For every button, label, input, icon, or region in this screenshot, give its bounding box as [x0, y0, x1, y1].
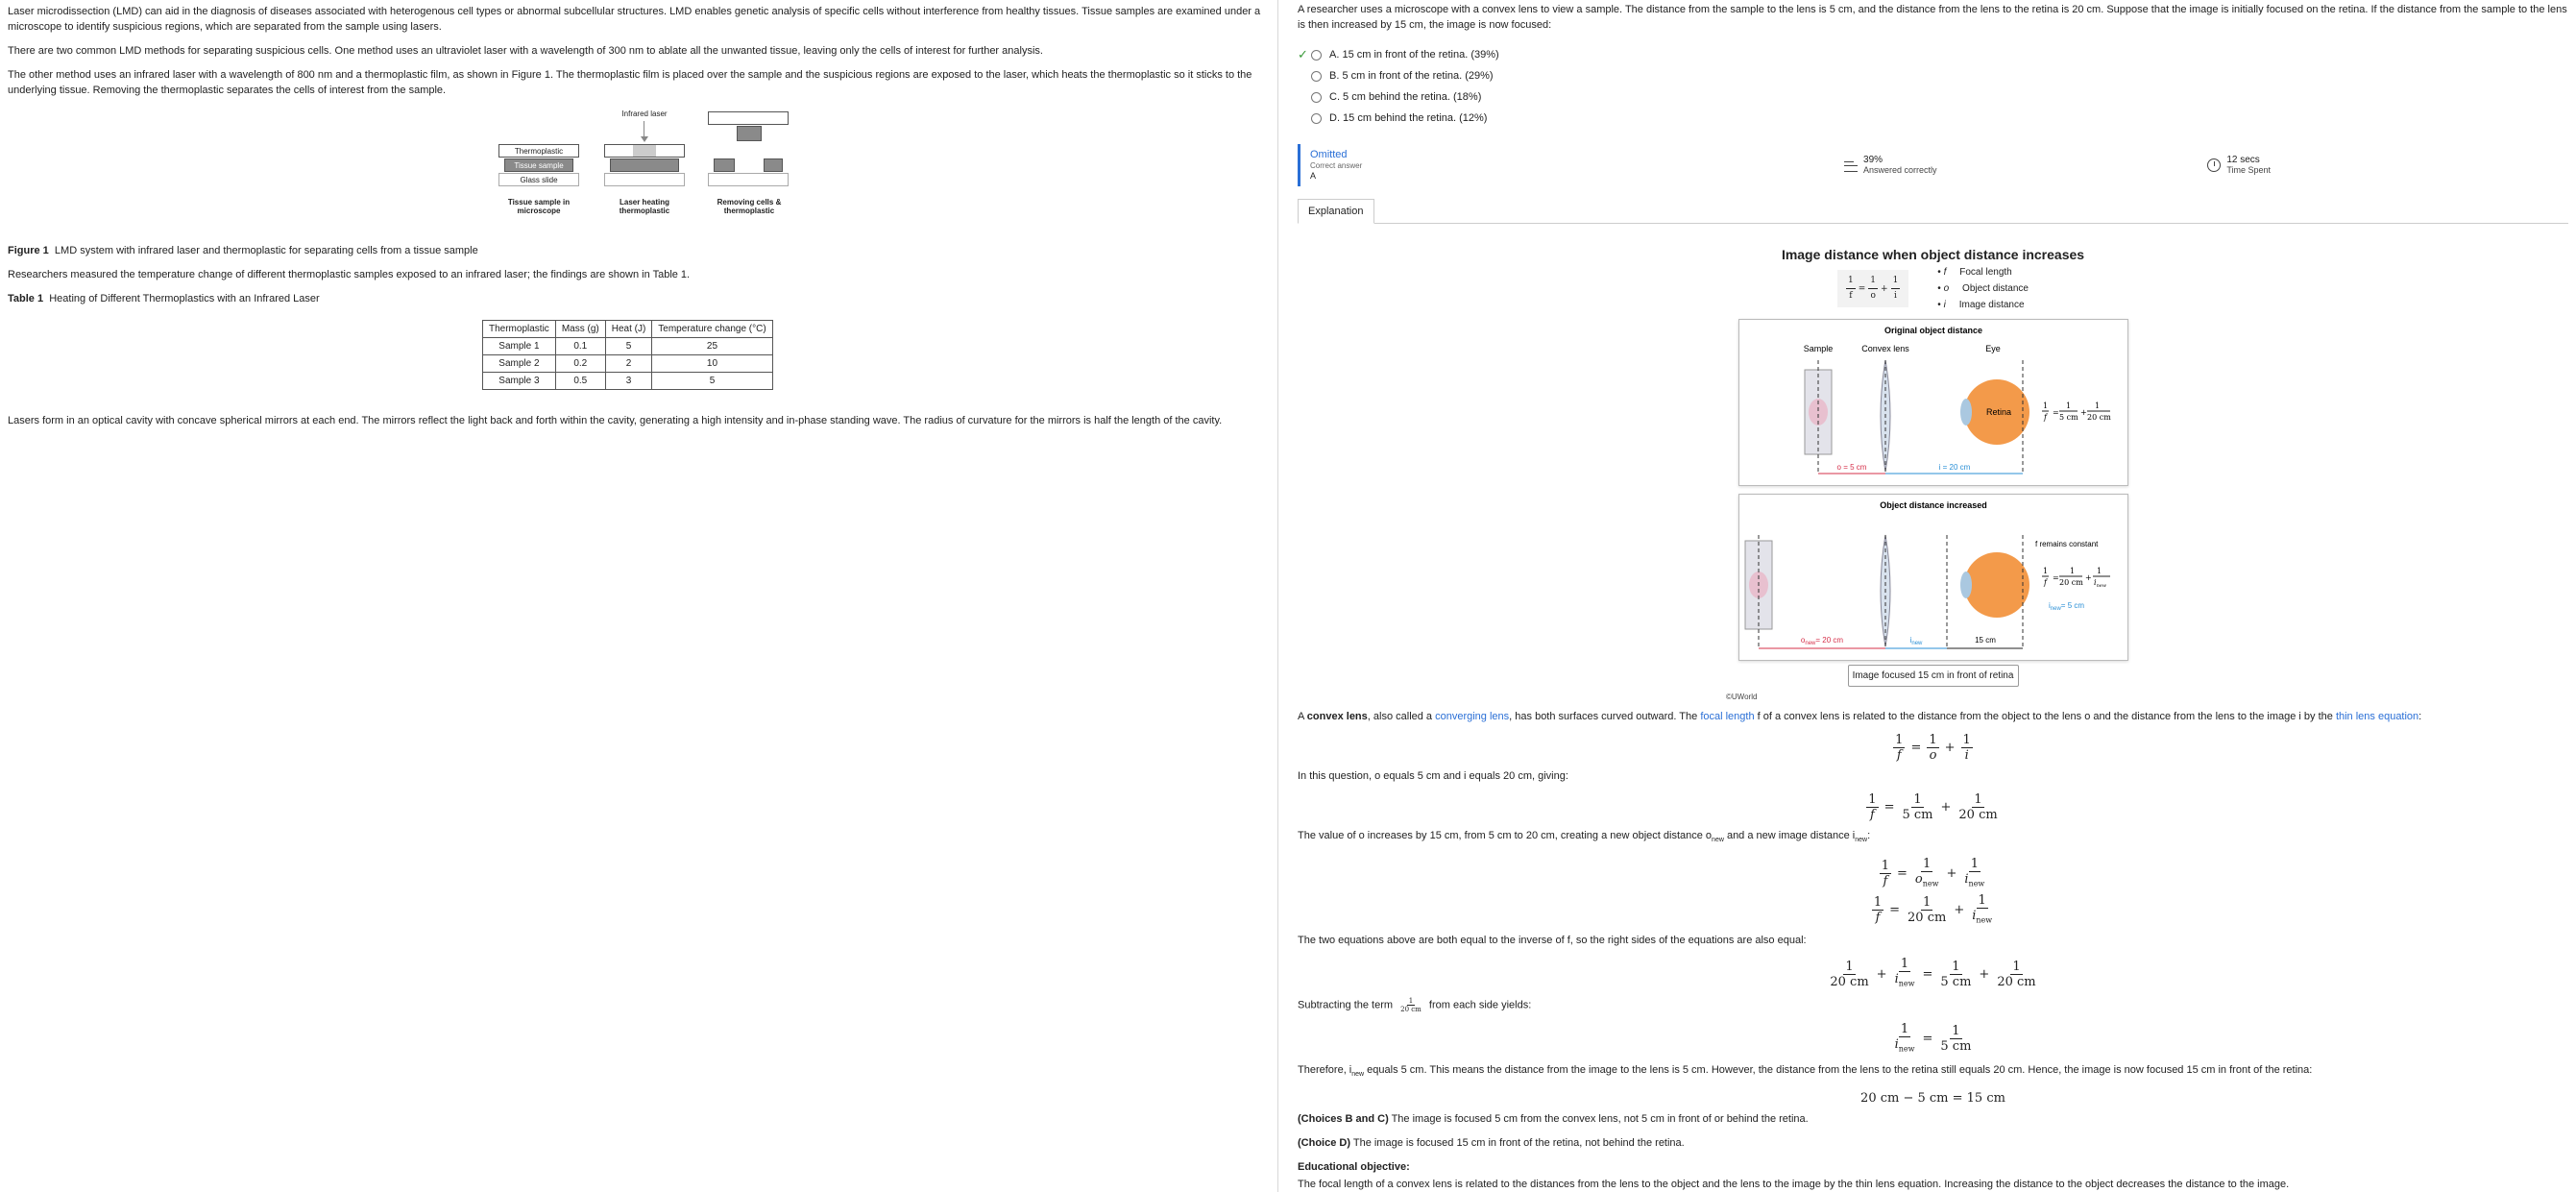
equation-result: $\frac{1}{i_{new}}$ = $\frac{1}{5 cm}$ [1894, 1021, 1972, 1055]
step2-label: Laser heating thermoplastic [619, 198, 670, 215]
educational-objective: The focal length of a convex lens is related to the distances from the lens to the object and the lens to the image by the thin lens equation. Increasing the distance to the object decreases the distance to the image. [1298, 1178, 2290, 1190]
clock-icon [2207, 158, 2221, 172]
increased-distance-svg [1739, 495, 2127, 660]
o-distance-label: o = 5 cm [1836, 463, 1866, 472]
original-distance-svg [1739, 320, 2127, 485]
unit-20cm: 20 cm [2086, 413, 2111, 422]
choice-label: A. 15 cm in front of the retina. (39%) [1329, 49, 1499, 61]
i-new-value: $i_{new}= 5$ cm [2048, 601, 2084, 612]
sample-label: Sample [1803, 344, 1833, 353]
table-header: Temperature change (°C) [652, 321, 772, 338]
tissue-label: Tissue sample [514, 161, 564, 170]
thin-lens-formula-small: $\frac{1}{f}$ = $\frac{1}{o}$ + $\frac{1}{i}$ [1837, 270, 1908, 307]
figure-caption-text: LMD system with infrared laser and thermoplastic for separating cells from a tissue sample [54, 245, 478, 256]
table-cell: 0.1 [555, 338, 605, 355]
table-row [483, 355, 773, 373]
table-cell: 25 [652, 338, 772, 355]
tissue-layer-2 [610, 158, 679, 172]
time-label: Time Spent [2226, 165, 2271, 175]
time-block [2207, 156, 2271, 175]
choice-b[interactable] [1298, 65, 2568, 86]
retina-label: Retina [1985, 407, 2011, 417]
svg-text:1: 1 [2065, 401, 2071, 410]
diagram2-title: Object distance increased [1879, 500, 1987, 510]
choice-bc-explanation: (Choices B and C) The image is focused 5 cm from the convex lens, not 5 cm in front of or behind the retina. [1298, 1112, 1809, 1125]
explanation-paragraph: The value of o increases by 15 cm, from 5 cm to 20 cm, creating a new object distance $o_{new}$ and a new image distance $i_{new}$: [1298, 830, 1871, 844]
correct-check-icon: ✓ [1298, 47, 1308, 61]
unit-5cm: 5 cm [2058, 413, 2078, 422]
passage-paragraph: Lasers form in an optical cavity with concave spherical mirrors at each end. The mirrors reflect the light back and forth within the cavity, generating a high intensity and in-phase standing wave. The radius of curvature for the mirrors is half the length of the cavity. [8, 415, 1223, 426]
figure-caption-label: Figure 1 [8, 245, 49, 256]
tissue-right [764, 158, 783, 172]
svg-text:f: f [2043, 578, 2047, 587]
correct-answer-value: A [1310, 170, 1317, 181]
radio-button[interactable] [1311, 113, 1322, 124]
eye-lens [1960, 399, 1972, 426]
table-1 [482, 320, 773, 390]
f-constant-label: f remains constant [2034, 540, 2098, 548]
question-pane [1290, 0, 2576, 1192]
svg-text:+: + [2079, 408, 2087, 417]
table-cell: Sample 1 [483, 338, 556, 355]
equation-new-general: $\frac{1}{f}$ = $\frac{1}{o_{new}}$ + $\frac{1}{i_{new}}$ [1881, 857, 1985, 889]
passage-paragraph: Researchers measured the temperature change of different thermoplastic samples exposed to an infrared laser; the findings are shown in Table 1. [8, 269, 691, 280]
legend-item: • f Focal length [1937, 267, 2012, 278]
svg-text:=: = [2052, 408, 2059, 417]
equation-initial: $\frac{1}{f}$ = $\frac{1}{5 cm}$ + $\frac{1}{20 cm}$ [1868, 792, 1998, 822]
table-cell: 3 [605, 373, 652, 390]
legend-list [1937, 264, 2029, 313]
passage-paragraph: Laser microdissection (LMD) can aid in the diagnosis of diseases associated with heterogenous cell types or abnormal subcellular structures. LMD enables genetic analysis of specific cells without interference from healthy tissues. Tissue samples are examined under a microscope to identify suspicious regions, which are separated from the sample using lasers. [8, 6, 1261, 33]
tab-bar [1298, 196, 2568, 224]
thermoplastic-lifted [708, 111, 789, 125]
i-new-label: $i_{new}$ [1909, 636, 1922, 646]
svg-text:1: 1 [2069, 567, 2075, 575]
choice-d-explanation: (Choice D) The image is focused 15 cm in front of the retina, not behind the retina. [1298, 1136, 1685, 1149]
status-text: Omitted [1310, 148, 1348, 160]
radio-button[interactable] [1311, 92, 1322, 103]
thin-lens-equation: $\frac{1}{f}$ = $\frac{1}{o}$ + $\frac{1}{i}$ [1895, 733, 1971, 763]
d15-label: 15 cm [1974, 636, 1996, 645]
step1-label: Tissue sample in microscope [507, 198, 571, 215]
tissue-left [714, 158, 735, 172]
question-stem: A researcher uses a microscope with a convex lens to view a sample. The distance from the sample to the lens is 5 cm, and the distance from the lens to the retina is 20 cm. Suppose that the image is initially focused on the retina. If the distance from the sample to the lens is then increased by 15 cm, the image is now focused: [1298, 4, 2567, 31]
percent-label: Answered correctly [1863, 165, 1937, 175]
radio-button[interactable] [1311, 50, 1322, 61]
equation-new-values: $\frac{1}{f}$ = $\frac{1}{20 cm}$ + $\frac{1}{i_{new}}$ [1873, 892, 1993, 926]
status-block [1310, 150, 1362, 182]
svg-text:20 cm: 20 cm [2058, 578, 2083, 587]
copyright: ©UWorld [1726, 693, 1758, 701]
step3-label: Removing cells & thermoplastic [717, 198, 782, 215]
table-row [483, 338, 773, 355]
lens-legend [1298, 264, 2568, 313]
figure-caption [8, 243, 1270, 258]
infrared-laser-label: Infrared laser [621, 109, 668, 118]
table-cell: 5 [605, 338, 652, 355]
explanation-paragraph: Subtracting the term $\frac{1}{20 cm}$ from each side yields: [1298, 996, 1532, 1013]
table-header-row [483, 321, 773, 338]
figure-1-diagram [493, 109, 800, 230]
glass-slide-2 [604, 173, 685, 186]
choice-c[interactable] [1298, 86, 2568, 108]
eye-lens [1960, 572, 1972, 598]
thin-lens-equation-link[interactable]: thin lens equation [2335, 711, 2419, 722]
choice-a[interactable] [1298, 44, 2568, 65]
table-cell: Sample 2 [483, 355, 556, 373]
percent-value: 39% [1863, 155, 1883, 165]
legend-item: • i Image distance [1937, 300, 2025, 310]
answer-choices [1298, 44, 2568, 129]
explanation-paragraph: In this question, o equals 5 cm and i equals 20 cm, giving: [1298, 770, 1568, 782]
table-caption-label: Table 1 [8, 293, 44, 304]
choice-label: D. 15 cm behind the retina. (12%) [1329, 112, 1488, 124]
svg-text:1: 1 [2042, 567, 2048, 575]
table-header: Mass (g) [555, 321, 605, 338]
time-value: 12 secs [2226, 155, 2260, 165]
svg-text:1: 1 [2096, 567, 2102, 575]
svg-text:f: f [2043, 413, 2047, 422]
explanation-title: Image distance when object distance increases [1781, 247, 2085, 262]
lens-label: Convex lens [1860, 344, 1909, 353]
diagram1-title: Original object distance [1883, 326, 1982, 335]
svg-text:1: 1 [2094, 401, 2100, 410]
passage-paragraph: There are two common LMD methods for separating suspicious cells. One method uses an ultraviolet laser with a wavelength of 300 nm to ablate all the unwanted tissue, leaving only the cells of interest for further analysis. [8, 45, 1043, 57]
table-caption [8, 291, 1270, 306]
table-cell: 2 [605, 355, 652, 373]
choice-label: C. 5 cm behind the retina. (18%) [1329, 91, 1482, 103]
heated-spot [633, 145, 656, 157]
answer-stats-bar [1298, 144, 2568, 186]
original-distance-diagram [1738, 319, 2128, 486]
table-row [483, 373, 773, 390]
laser-arrow-head [641, 136, 648, 142]
converging-lens-link[interactable]: converging lens [1435, 711, 1510, 722]
equation-combined: $\frac{1}{20 cm}$ + $\frac{1}{i_{new}}$ = $\frac{1}{5 cm}$ + $\frac{1}{20 cm}$ [1830, 957, 2036, 989]
table-header: Heat (J) [605, 321, 652, 338]
educational-objective-title: Educational objective: [1298, 1160, 1410, 1173]
explanation-paragraph: The two equations above are both equal to the inverse of f, so the right sides of the equations are also equal: [1298, 935, 1807, 947]
cells-removed [737, 126, 762, 141]
table-cell: 10 [652, 355, 772, 373]
focused-caption: Image focused 15 cm in front of retina [1848, 665, 2019, 687]
svg-text:1: 1 [2042, 401, 2048, 410]
table-cell: 0.2 [555, 355, 605, 373]
svg-text:inew: $i_{new}$ [2093, 578, 2106, 589]
table-cell: 0.5 [555, 373, 605, 390]
svg-text:=: = [2052, 573, 2059, 582]
percent-block [1844, 156, 1937, 175]
passage-pane [0, 0, 1277, 1192]
eye-ball [1964, 552, 2029, 618]
explanation-paragraph: A convex lens, also called a converging lens, has both surfaces curved outward. The focal length f of a convex lens is related to the distance from the object to the lens o and the distance from the lens to the image i by the thin lens equation: [1298, 711, 2422, 722]
lens-equation-2 [2042, 567, 2110, 589]
bar-chart-icon [1844, 159, 1858, 172]
explanation-paragraph: Therefore, $i_{new}$ equals 5 cm. This means the distance from the image to the lens is 5 cm. However, the distance from the lens to the retina still equals 20 cm. Hence, the image is now focused 15 cm in front of the retina: [1298, 1063, 2313, 1078]
table-cell: 5 [652, 373, 772, 390]
increased-distance-diagram [1738, 494, 2128, 661]
table-header: Thermoplastic [483, 321, 556, 338]
o-new-label: $o_{new}= 20$ cm [1800, 636, 1843, 646]
final-equation: 20 cm − 5 cm = 15 cm [1860, 1090, 2005, 1106]
eye-label: Eye [1984, 344, 2001, 353]
choice-d[interactable] [1298, 108, 2568, 129]
thermoplastic-label: Thermoplastic [514, 147, 564, 156]
pane-divider[interactable] [1277, 0, 1278, 1192]
focal-length-link[interactable]: focal length [1700, 711, 1755, 722]
i-distance-label: i = 20 cm [1938, 463, 1970, 472]
correct-answer-label: Correct answer [1310, 160, 1363, 170]
radio-button[interactable] [1311, 71, 1322, 82]
glass-slide-label: Glass slide [520, 176, 558, 184]
choice-label: B. 5 cm in front of the retina. (29%) [1329, 70, 1494, 82]
svg-text:+: + [2084, 573, 2092, 582]
table-cell: Sample 3 [483, 373, 556, 390]
passage-paragraph: The other method uses an infrared laser with a wavelength of 800 nm and a thermoplastic film, as shown in Figure 1. The thermoplastic film is placed over the sample and the suspicious regions are exposed to the laser, which heats the thermoplastic so it sticks to the underlying tissue. Removing the thermoplastic separates the cells of interest from the sample. [8, 69, 1252, 96]
glass-slide-3 [708, 173, 789, 186]
table-caption-text: Heating of Different Thermoplastics with an Infrared Laser [49, 293, 320, 304]
legend-item: • o Object distance [1937, 283, 2029, 294]
lens-equation-1 [2042, 401, 2111, 422]
tab-explanation[interactable]: Explanation [1298, 199, 1374, 224]
